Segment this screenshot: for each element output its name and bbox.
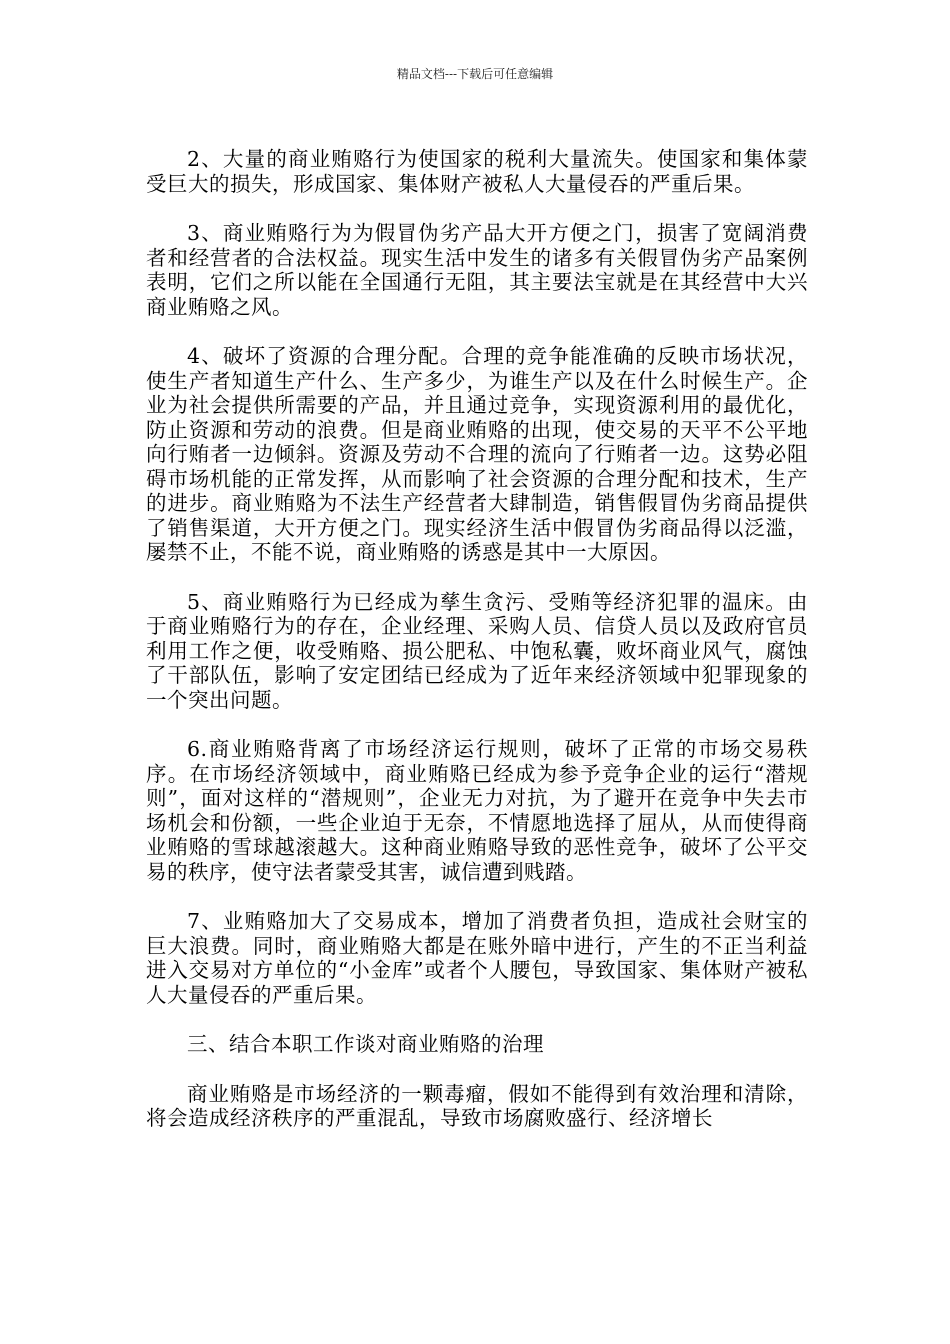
paragraph-item-2: 2、大量的商业贿赂行为使国家的税利大量流失。使国家和集体蒙受巨大的损失，形成国家、集体财产被私人大量侵吞的严重后果。	[146, 147, 808, 196]
paragraph-item-4: 4、破坏了资源的合理分配。合理的竞争能准确的反映市场状况，使生产者知道生产什么、生产多少，为谁生产以及在什么时候生产。企业为社会提供所需要的产品，并且通过竞争，实现资源利用的最优化，防止资源和劳动的浪费。但是商业贿赂的出现，使交易的天平不公平地向行贿者一边倾斜。资源及劳动不合理的流向了行贿者一边。这势必阻碍市场机能的正常发挥，从而影响了社会资源的合理分配和技术，生产的进步。商业贿赂为不法生产经营者大肆制造，销售假冒伪劣商品提供了销售渠道，大开方便之门。现实经济生活中假冒伪劣商品得以泛滥，屡禁不止，不能不说，商业贿赂的诱惑是其中一大原因。	[146, 344, 808, 564]
paragraph-item-3: 3、商业贿赂行为为假冒伪劣产品大开方便之门，损害了宽阔消费者和经营者的合法权益。现实生活中发生的诸多有关假冒伪劣产品案例表明，它们之所以能在全国通行无阻，其主要法宝就是在其经营中大兴商业贿赂之风。	[146, 221, 808, 319]
paragraph-item-6: 6.商业贿赂背离了市场经济运行规则，破坏了正常的市场交易秩序。在市场经济领域中，商业贿赂已经成为参予竞争企业的运行“潜规则”，面对这样的“潜规则”，企业无力对抗，为了避开在竞争中失去市场机会和份额，一些企业迫于无奈，不情愿地选择了屈从，从而使得商业贿赂的雪球越滚越大。这种商业贿赂导致的恶性竞争，破坏了公平交易的秩序，使守法者蒙受其害，诚信遭到贱踏。	[146, 737, 808, 884]
page-header: 精品文档---下载后可任意编辑	[396, 67, 554, 81]
section-heading: 三、结合本职工作谈对商业贿赂的治理	[187, 1032, 544, 1056]
paragraph-item-5: 5、商业贿赂行为已经成为孳生贪污、受贿等经济犯罪的温床。由于商业贿赂行为的存在，企业经理、采购人员、信贷人员以及政府官员利用工作之便，收受贿赂、损公肥私、中饱私囊，败坏商业风气，腐蚀了干部队伍，影响了安定团结已经成为了近年来经济领域中犯罪现象的一个突出问题。	[146, 589, 808, 712]
document-body	[146, 147, 808, 1131]
paragraph-item-7: 7、业贿赂加大了交易成本，增加了消费者负担，造成社会财宝的巨大浪费。同时，商业贿赂大都是在账外暗中进行，产生的不正当利益进入交易对方单位的“小金库”或者个人腰包，导致国家、集体财产被私人大量侵吞的严重后果。	[146, 909, 808, 1007]
paragraph-intro: 商业贿赂是市场经济的一颗毒瘤，假如不能得到有效治理和清除，将会造成经济秩序的严重混乱，导致市场腐败盛行、经济增长	[146, 1081, 808, 1130]
